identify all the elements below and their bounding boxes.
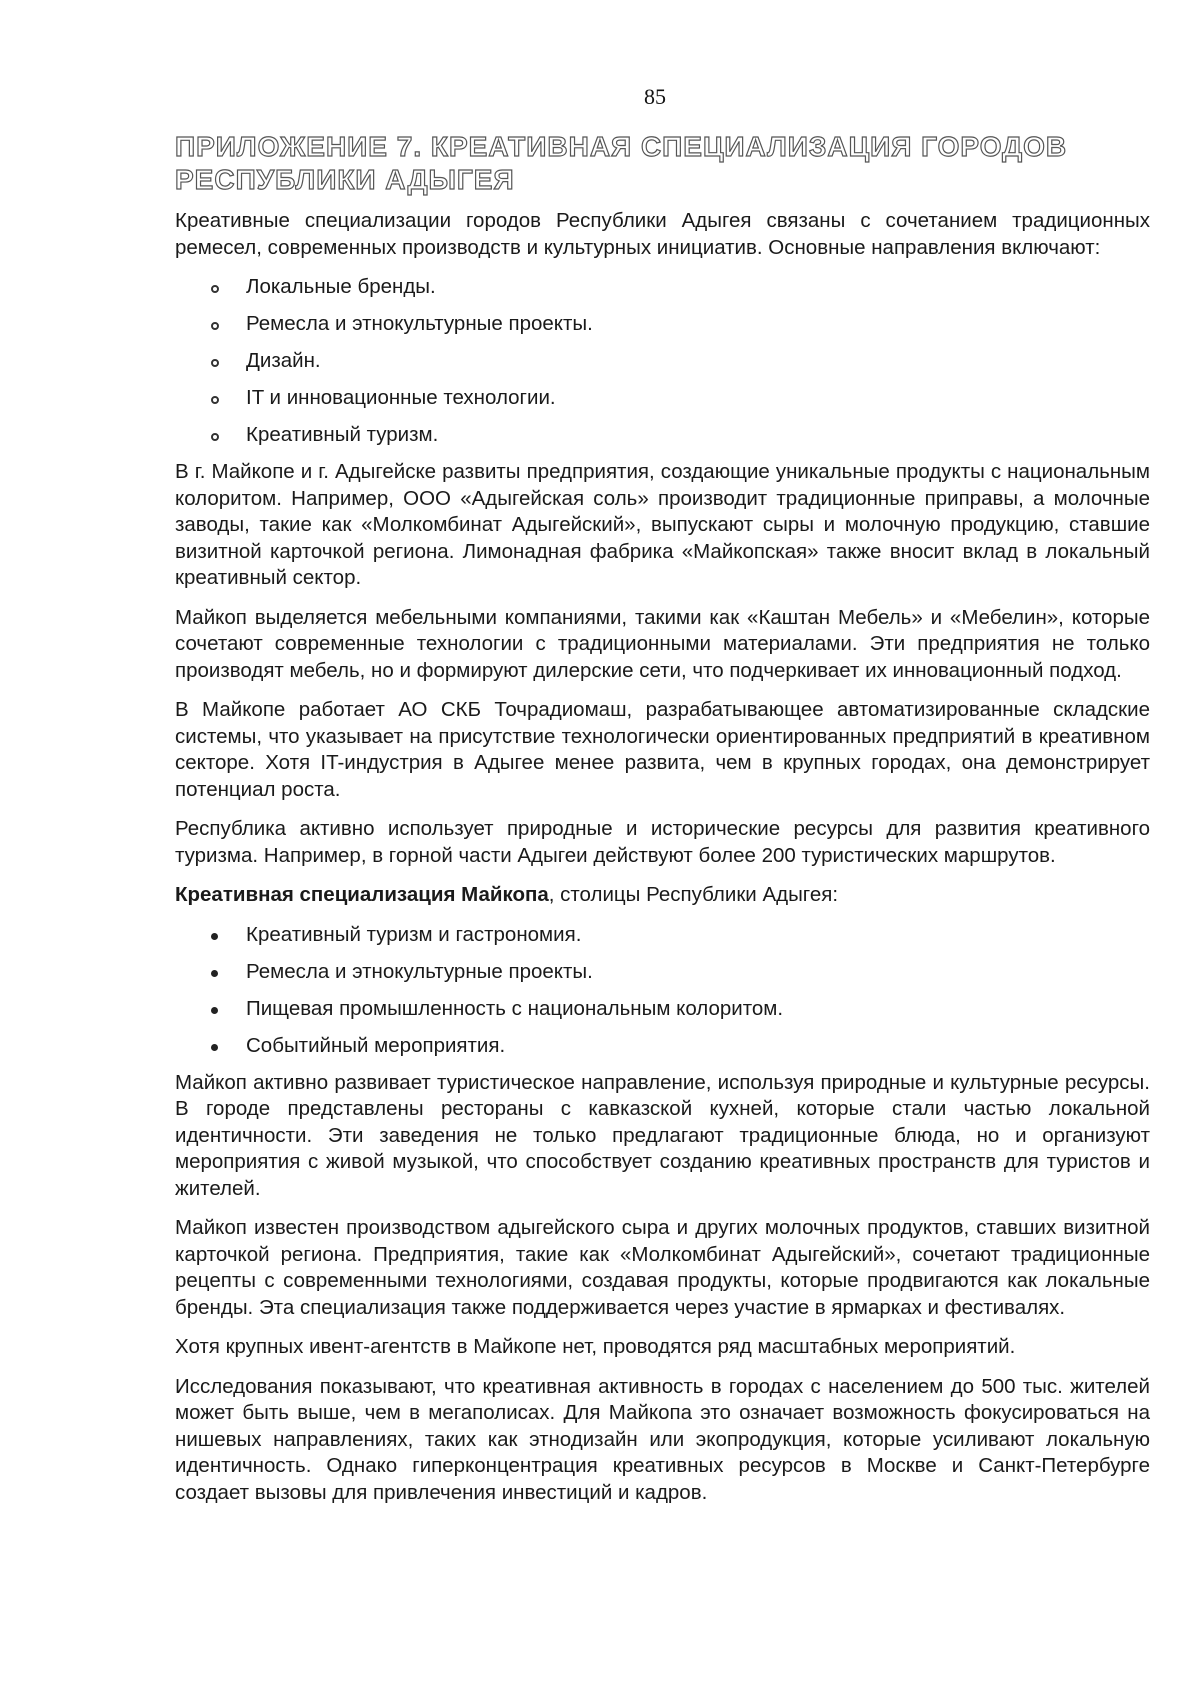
page-number: 85	[644, 84, 666, 109]
body-paragraph: В Майкопе работает АО СКБ Точрадиомаш, разрабатывающее автоматизированные складские системы, что указывает на присутствие технологически ориентированных предприятий в креативном секторе. Хотя IT-индустрия в Адыгее менее развита, чем в крупных городах, она демонстрирует потенциал роста.	[175, 698, 1150, 801]
bullet-icon	[211, 322, 219, 330]
heading-line-2: РЕСПУБЛИКИ АДЫГЕЯ	[175, 164, 515, 195]
bullet-icon	[211, 359, 219, 367]
list-item: IT и инновационные технологии.	[175, 385, 1150, 411]
body-paragraph: Майкоп выделяется мебельными компаниями, такими как «Каштан Мебель» и «Мебелин», которые сочетают современные технологии с традиционными материалами. Эти предприятия не только производят мебель, но и формируют дилерские сети, что подчеркивает их инновационный подход.	[175, 605, 1150, 682]
bullet-icon	[211, 285, 219, 293]
body-paragraph: Хотя крупных ивент-агентств в Майкопе нет, проводятся ряд масштабных мероприятий.	[175, 1335, 1016, 1358]
list-item: Креативный туризм и гастрономия.	[175, 922, 1150, 948]
directions-list	[175, 274, 1150, 448]
list-item: Событийный мероприятия.	[175, 1033, 1150, 1059]
list-item: Ремесла и этнокультурные проекты.	[175, 959, 1150, 985]
list-item: Ремесла и этнокультурные проекты.	[175, 311, 1150, 337]
bullet-icon	[211, 396, 219, 404]
bullet-icon	[211, 933, 218, 940]
page-content	[175, 130, 1150, 1519]
maykop-specialization-bold: Креативная специализация Майкопа	[175, 883, 549, 906]
maykop-list	[175, 922, 1150, 1059]
bullet-icon	[211, 1007, 218, 1014]
list-item: Пищевая промышленность с национальным колоритом.	[175, 996, 1150, 1022]
body-paragraph: Исследования показывают, что креативная активность в городах с населением до 500 тыс. жителей может быть выше, чем в мегаполисах. Для Майкопа это означает возможность фокусироваться на нишевых направлениях, таких как этнодизайн или экопродукция, которые усиливают локальную идентичность. Однако гиперконцентрация креативных ресурсов в Москве и Санкт-Петербурге создает вызовы для привлечения инвестиций и кадров.	[175, 1374, 1150, 1504]
maykop-specialization-rest: , столицы Республики Адыгея:	[548, 883, 839, 906]
body-paragraph: Республика активно использует природные и исторические ресурсы для развития креативного туризма. Например, в горной части Адыгеи действуют более 200 туристических маршрутов.	[175, 817, 1150, 867]
appendix-heading	[175, 130, 1150, 196]
bullet-icon	[211, 970, 218, 977]
list-item: Дизайн.	[175, 348, 1150, 374]
heading-line-1: ПРИЛОЖЕНИЕ 7. КРЕАТИВНАЯ СПЕЦИАЛИЗАЦИЯ ГОРОДОВ	[175, 131, 1068, 162]
body-paragraph: В г. Майкопе и г. Адыгейске развиты предприятия, создающие уникальные продукты с национальным колоритом. Например, ООО «Адыгейская соль» производит традиционные приправы, а молочные заводы, такие как «Молкомбинат Адыгейский», выпускают сыры и молочную продукцию, ставшие визитной карточкой региона. Лимонадная фабрика «Майкопская» также вносит вклад в локальный креативный сектор.	[175, 460, 1150, 589]
list-item: Локальные бренды.	[175, 274, 1150, 300]
body-paragraph: Майкоп активно развивает туристическое направление, используя природные и культурные ресурсы. В городе представлены рестораны с кавказской кухней, которые стали частью локальной идентичности. Эти заведения не только предлагают традиционные блюда, но и организуют мероприятия с живой музыкой, что способствует созданию креативных пространств для туристов и жителей.	[175, 1070, 1150, 1200]
list-item: Креативный туризм.	[175, 422, 1150, 448]
bullet-icon	[211, 1044, 218, 1051]
bullet-icon	[211, 433, 219, 441]
maykop-specialization-intro	[175, 882, 1150, 909]
intro-paragraph: Креативные специализации городов Республики Адыгея связаны с сочетанием традиционных ремесел, современных производств и культурных инициатив. Основные направления включают:	[175, 209, 1150, 259]
body-paragraph: Майкоп известен производством адыгейского сыра и других молочных продуктов, ставших визитной карточкой региона. Предприятия, такие как «Молкомбинат Адыгейский», сочетают традиционные рецепты с современными технологиями, создавая продукты, которые продвигаются как локальные бренды. Эта специализация также поддерживается через участие в ярмарках и фестивалях.	[175, 1216, 1150, 1319]
